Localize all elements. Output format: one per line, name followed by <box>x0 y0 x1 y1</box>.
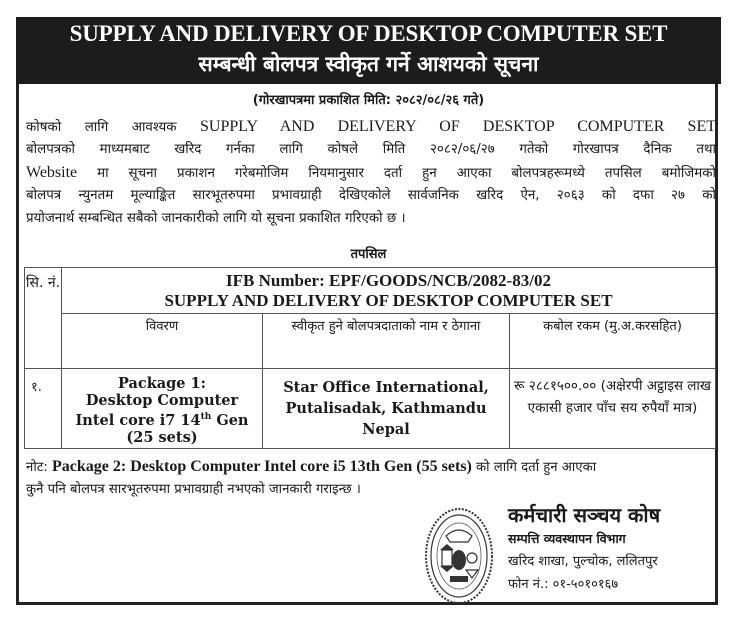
organization-address: खरिद शाखा, पुल्चोक, ललितपुर <box>508 554 658 569</box>
package-spec <box>62 409 262 429</box>
organization-block <box>508 502 718 596</box>
publication-date: (गोरखापत्रमा प्रकाशित मिति: २०८२/०८/२६ गते) <box>252 93 485 108</box>
intro-line-1-np: कोषको लागि आवश्यक <box>26 120 177 135</box>
column-header-description: विवरण <box>62 314 263 369</box>
note-label: नोट: <box>26 460 48 475</box>
note-package: Package 2: Desktop Computer Intel core i5 13th Gen (55 sets) <box>52 458 472 475</box>
package-title: Package 1: <box>117 375 207 392</box>
bidder-name: Star Office International, <box>283 379 489 396</box>
ifb-number: IFB Number: EPF/GOODS/NCB/2082-83/02 <box>226 271 551 290</box>
package-spec-gen: Gen <box>211 411 249 429</box>
intro-line-2: बोलपत्रको माध्यमबाट खरिद गर्नका लागि कोषले मिति २०८२/०६/२७ गतेको गोरखापत्र दैनिक तथा <box>26 142 716 158</box>
intro-website: Website <box>26 163 78 181</box>
row-serial: १. <box>25 369 62 449</box>
package-item: Desktop Computer <box>85 392 239 409</box>
bidder-address: Putalisadak, Kathmandu <box>285 400 487 417</box>
intro-line-4: बोलपत्र न्युनतम मूल्याङ्कित सारभूतरुपमा प्रभावग्राही देखिएकोले सार्वजनिक खरिद ऐन, २०६३ को दफा २७ को <box>26 188 716 204</box>
table-header-row-1 <box>25 268 716 314</box>
sn-header <box>25 268 62 369</box>
bidder-country: Nepal <box>362 421 410 438</box>
package-spec-sup: th <box>200 412 212 422</box>
organization-phone: फोन नं.: ०१-५०१०१६७ <box>508 577 619 592</box>
ifb-header <box>62 268 716 314</box>
award-table <box>24 267 716 449</box>
note-text: को लागि दर्ता हुन आएका <box>476 460 597 475</box>
column-header-bidder: स्वीकृत हुने बोलपत्रदाताको नाम र ठेगाना <box>263 314 510 369</box>
row-bidder <box>263 369 510 449</box>
column-header-amount: कबोल रकम (मु.अ.करसहित) <box>510 314 716 369</box>
intro-line-1 <box>26 116 716 139</box>
title-english: SUPPLY AND DELIVERY OF DESKTOP COMPUTER SET <box>69 21 668 46</box>
organization-department: सम्पत्ति व्यवस्थापन विभाग <box>508 531 626 546</box>
title-nepali: सम्बन्धी बोलपत्र स्वीकृत गर्ने आशयको सूचना <box>198 52 539 76</box>
package-spec-text: Intel core i7 14 <box>75 411 201 429</box>
tapsil-heading: तपसिल <box>350 247 387 262</box>
row-amount: रू २८८१५००.०० (अक्षेरपी अट्ठाइस लाख एकासी हजार पाँच सय रुपैयाँ मात्र) <box>510 369 716 449</box>
package-quantity: (25 sets) <box>126 428 198 446</box>
row-description <box>62 369 263 449</box>
intro-line-3-np: मा सूचना प्रकाशन गरेबमोजिम नियमानुसार दर्ता हुन आएका बोलपत्रहरूमध्ये तपसिल बमोजिमको <box>97 165 716 181</box>
table-row <box>25 369 716 449</box>
ifb-title: SUPPLY AND DELIVERY OF DESKTOP COMPUTER SET <box>164 291 613 310</box>
sn-header-label: सि. नं. <box>25 275 61 291</box>
note-paragraph <box>26 456 716 501</box>
intro-line-3 <box>26 162 716 185</box>
table-header-row-2 <box>25 314 716 369</box>
notice-header <box>16 17 721 84</box>
intro-paragraph <box>26 116 716 230</box>
note-line-2: कुनै पनि बोलपत्र सारभूतरुपमा प्रभावग्राही नभएको जानकारी गराइन्छ । <box>26 482 361 497</box>
organization-seal-icon <box>424 506 494 606</box>
intro-line-5: प्रयोजनार्थ सम्बन्धित सबैको जानकारीको लागि यो सूचना प्रकाशित गरिएको छ । <box>26 210 406 226</box>
organization-name: कर्मचारी सञ्चय कोष <box>508 503 661 527</box>
intro-line-1-en: SUPPLY AND DELIVERY OF DESKTOP COMPUTER SET <box>200 118 716 135</box>
